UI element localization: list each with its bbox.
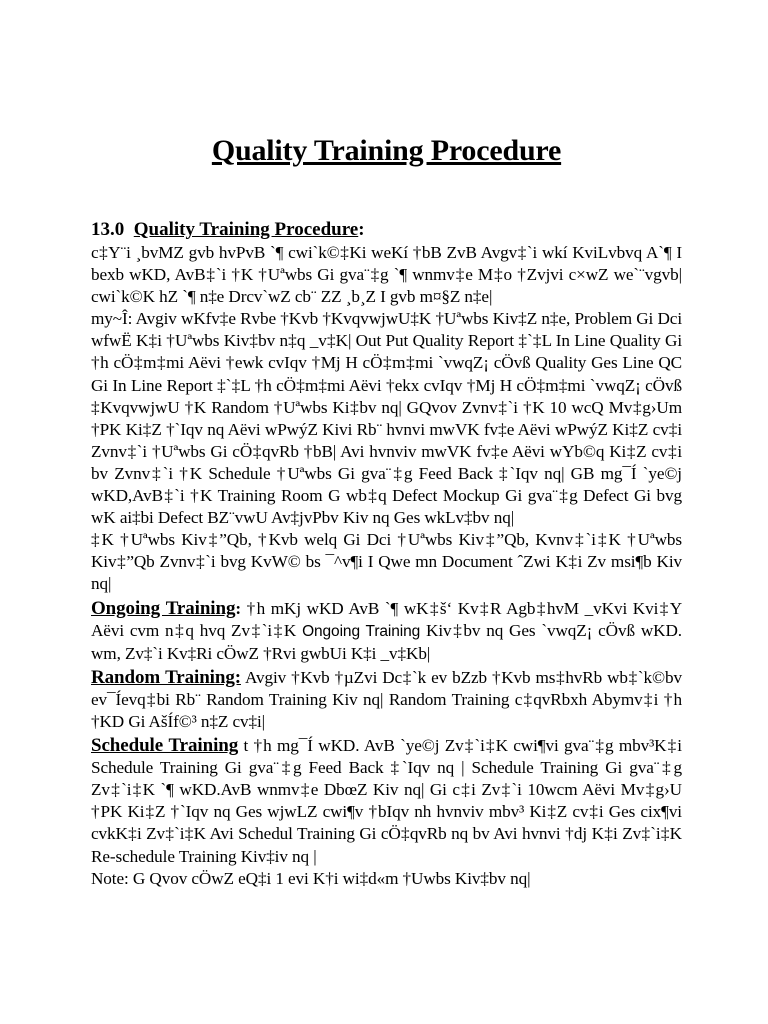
ongoing-training-text-b: Kiv‡bv nq Ges `vwqZ¡ cÖvß wKD. wm, Zv‡`i Kv‡Ri cÖwZ †Rvi gwbUi K‡i _v‡Kb| bbox=[91, 620, 682, 663]
records-paragraph: ‡K †Uªwbs Kiv‡”Qb, †Kvb welq Gi Dci †Uªwbs Kiv‡”Qb, Kvnv‡`i‡K †Uªwbs Kiv‡”Qb Zvnv‡`i bvg KvW© bs ¯^v¶i I Qwe mn Document ˆZwi K‡i Zv msi¶b Kiv nq| bbox=[91, 530, 682, 594]
section-heading-text: Quality Training Procedure bbox=[133, 219, 359, 240]
section-heading bbox=[91, 218, 682, 242]
section-heading-colon: : bbox=[358, 219, 365, 240]
schedule-training-paragraph bbox=[91, 735, 682, 868]
schedule-training-label: Schedule Training bbox=[91, 735, 239, 757]
ongoing-training-colon: : bbox=[235, 598, 241, 618]
ongoing-training-text-a: †h mKj wKD AvB `¶ wK‡š‘ Kv‡R Agb‡hvM _vKvi Kvi‡Y Aëvi cvm n‡q hvq Zv‡`i‡K bbox=[91, 598, 683, 640]
ongoing-training-label: Ongoing Training bbox=[91, 597, 236, 619]
ongoing-training-term: Ongoing Training bbox=[302, 622, 421, 640]
source-paragraph: my~Î: Avgiv wKfv‡e Rvbe †Kvb †KvqvwjwU‡K †Uªwbs Kiv‡Z n‡e, Problem Gi Dci wfwË K‡i †Uªwbs Kiv‡bv n‡q _v‡K| Out Put Quality Report ‡`‡L In Line Quality Gi †h cÖ‡m‡mi Aëvi †ewk cvIqv †Mj H cÖ‡m‡mi `vwqZ¡ cÖvß Quality Ges Line QC Gi In Line Report ‡`‡L †h cÖ‡m‡mi Aëvi †ekx cvIqv †Mj H cÖ‡m‡mi `vwqZ¡ cÖvß ‡KvqvwjwU †K Random †Uªwbs Ki‡bv nq| GQvov Zvnv‡`i †K 10 wcQ Mv‡g›Um †PK Ki‡Z †`Iqv nq Aëvi wPwýZ Kivi Rb¨ hvnvi mwVK fv‡e Aëvi wPwýZ Ki‡Z cv‡i Zvnv‡`i †Uªwbs Gi cÖ‡qvRb †bB| Avi hvnviv mwVK fv‡e Aëvi wYb©q Ki‡Z cv‡i bv Zvnv‡`i †K Schedule †Uªwbs Gi gva¨‡g Feed Back ‡`Iqv nq| GB mg¯Í `ye©j wKD,AvB‡`i †K Training Room G wb‡q Defect Mockup Gi gva¨‡g Defect Gi bvg wK ai‡bi Defect BZ¨vwU Av‡jvPbv Kiv nq Ges wkLv‡bv nq| bbox=[91, 309, 682, 528]
section-number: 13.0 bbox=[91, 219, 125, 240]
note-paragraph: Note: G Qvov cÖwZ eQ‡i 1 evi K†i wi‡d«m †Uwbs Kiv‡bv nq| bbox=[91, 868, 531, 888]
random-training-label: Random Training: bbox=[91, 666, 241, 688]
page-title: Quality Training Procedure bbox=[211, 134, 562, 167]
random-training-text: Avgiv †Kvb †µZvi Dc‡`k ev bZzb †Kvb ms‡hvRb wb‡`k©bv ev¯Íevq‡bi Rb¨ Random Training Kiv nq| Random Training c‡qvRbxh Abymv‡i †h †KD Gi AšÍf©³ n‡Z cv‡i| bbox=[91, 667, 682, 731]
schedule-training-text: t †h mg¯Í wKD. AvB `ye©j Zv‡`i‡K cwi¶vi gva¨‡g mbv³K‡i Schedule Training Gi gva¨‡g Feed Back ‡`Iqv nq | Schedule Training Gi gva¨‡g Zv‡`i‡K `¶ wKD.AvB wnmv‡e DbœZ Kiv nq| Gi c‡i Zv‡`i 10wcm Aëvi Mv‡g›U †PK Ki‡Z †`Iqv nq Ges wjwLZ cwi¶v †bIqv nh hvnviv mbv³ Ki‡Z cv‡i Ges cix¶vi cvkK‡i Zv‡`i‡K Avi Schedul Training Gi cÖ‡qvRb nq bv Avi hvnvi †dj K‡i Zv‡`i‡K Re-schedule Training Kiv‡iv nq | bbox=[91, 736, 682, 866]
intro-paragraph: c‡Y¨i ¸bvMZ gvb hvPvB `¶ cwi`k©‡Ki weKí †bB ZvB Avgv‡`i wkí KviLvbvq A`¶ I bexb wKD, AvB‡`i †K †Uªwbs Gi gva¨‡g `¶ wnmv‡e M‡o †Zvjvi c×wZ we`¨vgvb| cwi`k©K hZ `¶ n‡e Drcv`wZ cb¨ ZZ ¸b¸Z I gvb m¤§Z n‡e| bbox=[91, 243, 682, 307]
random-training-paragraph bbox=[91, 667, 682, 733]
ongoing-training-paragraph bbox=[91, 598, 682, 665]
